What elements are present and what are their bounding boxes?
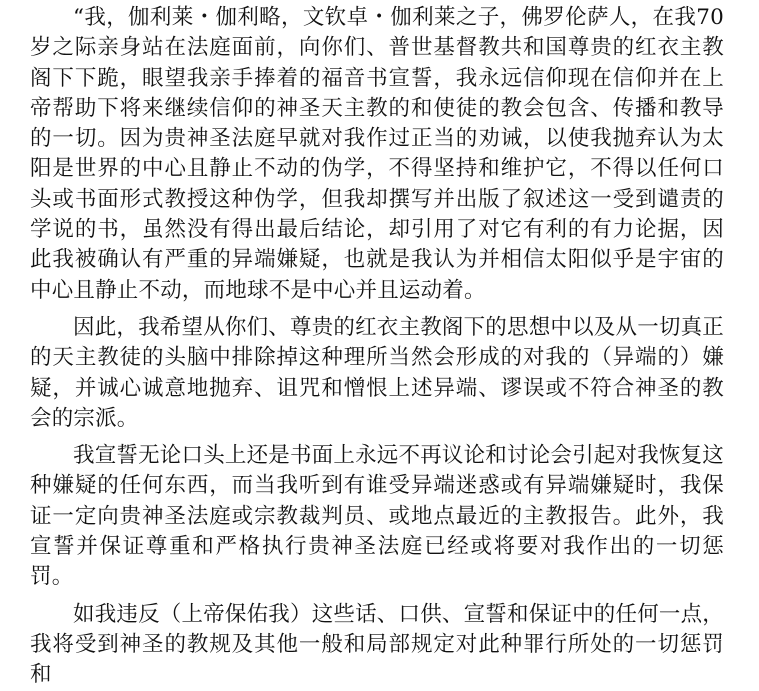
paragraph-3: 我宣誓无论口头上还是书面上永远不再议论和讨论会引起对我恢复这种嫌疑的任何东西，而当我听到有谁受异端迷惑或有异端嫌疑时，我保证一定向贵神圣法庭或宗教裁判员、或地点最近的主教报告。此外，我宣誓并保证尊重和严格执行贵神圣法庭已经或将要对我作出的一切惩罚。 xyxy=(30,443,725,590)
paragraph-4: 如我违反（上帝保佑我）这些话、口供、宣誓和保证中的任何一点，我将受到神圣的教规及其他一般和局部规定对此种罪行所处的一切惩罚和 xyxy=(30,601,725,688)
paragraph-1: “我，伽利莱・伽利略，文钦卓・伽利莱之子，佛罗伦萨人，在我70岁之际亲身站在法庭面前，向你们、普世基督教共和国尊贵的红衣主教阁下下跪，眼望我亲手捧着的福音书宣誓，我永远信仰现在信仰并在上帝帮助下将来继续信仰的神圣天主教的和使徒的教会包含、传播和教导的一切。因为贵神圣法庭早就对我作过正当的劝诫，以使我抛弃认为太阳是世界的中心且静止不动的伪学，不得坚持和维护它，不得以任何口头或书面形式教授这种伪学，但我却撰写并出版了叙述这一受到谴责的学说的书，虽然没有得出最后结论，却引用了对它有利的有力论据，因此我被确认有严重的异端嫌疑，也就是我认为并相信太阳似乎是宇宙的中心且静止不动，而地球不是中心并且运动着。 xyxy=(30,5,724,303)
document-page xyxy=(30,3,724,691)
paragraph-2: 因此，我希望从你们、尊贵的红衣主教阁下的思想中以及从一切真正的天主教徒的头脑中排除掉这种理所当然会形成的对我的（异端的）嫌疑，并诚心诚意地抛弃、诅咒和憎恨上述异端、谬误或不符合神圣的教会的宗派。 xyxy=(30,314,725,431)
